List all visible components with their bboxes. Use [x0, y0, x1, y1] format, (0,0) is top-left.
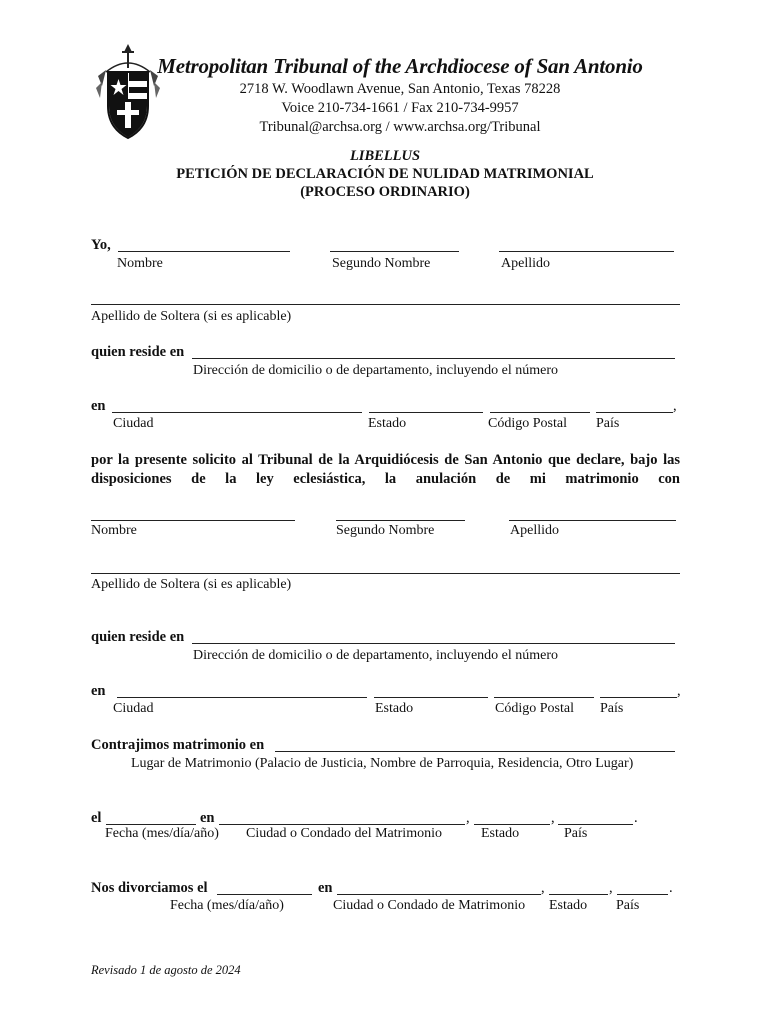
revision-date: Revisado 1 de agosto de 2024 — [91, 963, 241, 977]
respondent-city-label: Ciudad — [113, 701, 154, 716]
comma: , — [673, 398, 677, 414]
respondent-city-field[interactable] — [117, 697, 367, 698]
petitioner-city-field[interactable] — [112, 412, 362, 413]
respondent-zip-label: Código Postal — [495, 701, 574, 716]
document-title: PETICIÓN DE DECLARACIÓN DE NULIDAD MATRIMONIAL — [176, 166, 594, 182]
petitioner-state-field[interactable] — [369, 412, 483, 413]
marriage-en-label: en — [200, 810, 215, 826]
comma: , — [541, 880, 545, 896]
divorce-city-field[interactable] — [337, 894, 541, 895]
petitioner-zip-field[interactable] — [490, 412, 590, 413]
respondent-address-field[interactable] — [192, 643, 675, 644]
respondent-maiden-name-field[interactable] — [91, 573, 680, 574]
petitioner-city-label: Ciudad — [113, 416, 154, 431]
respondent-last-name-field[interactable] — [509, 520, 676, 521]
divorce-date-field[interactable] — [217, 894, 312, 895]
respondent-address-label: Dirección de domicilio o de departamento, incluyendo el número — [193, 648, 559, 663]
divorce-country-field[interactable] — [617, 894, 668, 895]
petitioner-country-label: País — [596, 416, 620, 431]
petitioner-address-label: Dirección de domicilio o de departamento, incluyendo el número — [193, 363, 559, 378]
comma: , — [677, 683, 681, 699]
petitioner-address-field[interactable] — [192, 358, 675, 359]
respondent-state-label: Estado — [375, 701, 414, 716]
comma: , — [609, 880, 613, 896]
marriage-country-field[interactable] — [558, 824, 633, 825]
respondent-en-label: en — [91, 683, 106, 699]
marriage-place-field[interactable] — [275, 751, 675, 752]
marriage-city-label: Ciudad o Condado del Matrimonio — [246, 826, 442, 841]
respondent-country-label: País — [600, 701, 624, 716]
tribunal-title: Metropolitan Tribunal of the Archdiocese of San Antonio — [157, 54, 643, 78]
marriage-date-label: Fecha (mes/día/año) — [105, 826, 219, 841]
respondent-middle-label: Segundo Nombre — [336, 523, 435, 538]
comma: , — [466, 810, 470, 826]
respondent-name-label: Nombre — [91, 523, 137, 538]
respondent-country-field[interactable] — [600, 697, 677, 698]
petitioner-last-name-field[interactable] — [499, 251, 674, 252]
divorce-state-field[interactable] — [549, 894, 608, 895]
marriage-country-label: País — [564, 826, 588, 841]
petitioner-zip-label: Código Postal — [488, 416, 567, 431]
email-website: Tribunal@archsa.org / www.archsa.org/Tribunal — [259, 119, 541, 135]
petitioner-middle-name-field[interactable] — [330, 251, 459, 252]
petitioner-maiden-name-field[interactable] — [91, 304, 680, 305]
marriage-el-label: el — [91, 810, 102, 826]
petitioner-en-label: en — [91, 398, 106, 414]
divorce-date-label: Fecha (mes/día/año) — [170, 898, 284, 913]
respondent-resides-label: quien reside en — [91, 629, 185, 645]
contracted-marriage-label: Contrajimos matrimonio en — [91, 737, 265, 753]
comma: , — [551, 810, 555, 826]
petitioner-name-label: Nombre — [117, 256, 163, 271]
respondent-maiden-label: Apellido de Soltera (si es aplicable) — [91, 577, 292, 592]
period: . — [634, 810, 638, 826]
petitioner-country-field[interactable] — [596, 412, 673, 413]
document-subtitle: (PROCESO ORDINARIO) — [300, 184, 470, 200]
document-label: LIBELLUS — [349, 148, 421, 164]
respondent-middle-name-field[interactable] — [336, 520, 465, 521]
respondent-last-label: Apellido — [510, 523, 559, 538]
yo-label: Yo, — [91, 237, 111, 253]
request-paragraph: por la presente solicito al Tribunal de la Arquidiócesis de San Antonio que declare, bajo las disposiciones de la ley eclesiástica, la anulación de mi matrimonio con — [91, 452, 680, 487]
period: . — [669, 880, 673, 896]
respondent-zip-field[interactable] — [494, 697, 594, 698]
respondent-first-name-field[interactable] — [91, 520, 295, 521]
respondent-state-field[interactable] — [374, 697, 488, 698]
marriage-city-field[interactable] — [219, 824, 465, 825]
petitioner-middle-label: Segundo Nombre — [332, 256, 431, 271]
street-address: 2718 W. Woodlawn Avenue, San Antonio, Texas 78228 — [239, 81, 561, 97]
petitioner-maiden-label: Apellido de Soltera (si es aplicable) — [91, 309, 292, 324]
marriage-state-label: Estado — [481, 826, 520, 841]
divorce-state-label: Estado — [549, 898, 588, 913]
petitioner-state-label: Estado — [368, 416, 407, 431]
marriage-state-field[interactable] — [474, 824, 550, 825]
marriage-place-label: Lugar de Matrimonio (Palacio de Justicia, Nombre de Parroquia, Residencia, Otro Lugar) — [131, 756, 634, 771]
divorce-en-label: en — [318, 880, 333, 896]
petitioner-last-label: Apellido — [501, 256, 550, 271]
phone-fax: Voice 210-734-1661 / Fax 210-734-9957 — [281, 100, 519, 116]
marriage-date-field[interactable] — [106, 824, 196, 825]
divorce-country-label: País — [616, 898, 640, 913]
petitioner-first-name-field[interactable] — [118, 251, 290, 252]
divorced-label: Nos divorciamos el — [91, 880, 208, 896]
petitioner-resides-label: quien reside en — [91, 344, 185, 360]
divorce-city-label: Ciudad o Condado de Matrimonio — [333, 898, 526, 913]
